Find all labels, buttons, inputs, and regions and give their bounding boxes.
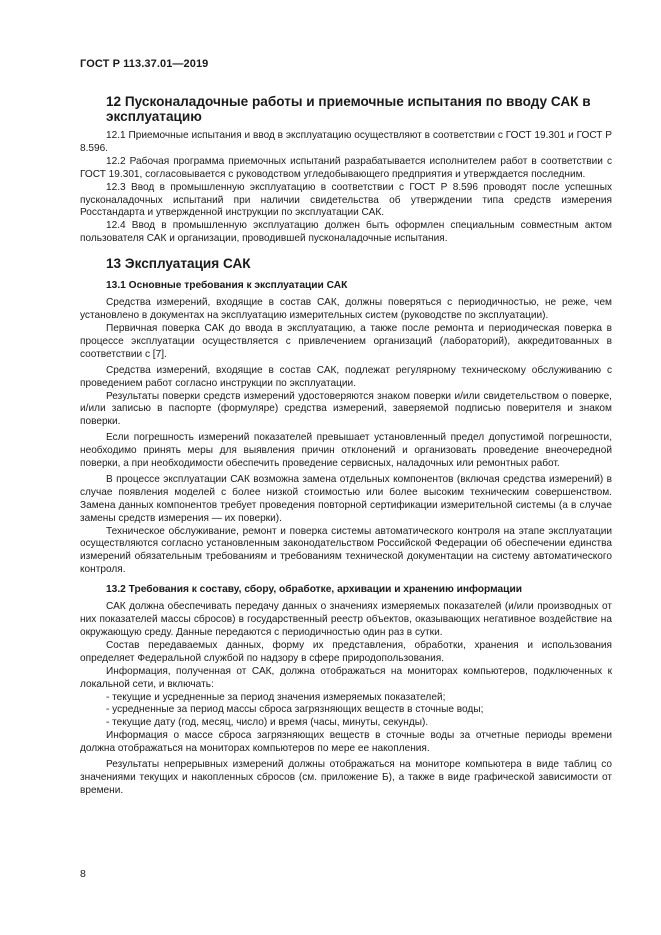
list-item: - текущие дату (год, месяц, число) и время (часы, минуты, секунды). (106, 717, 429, 729)
paragraph: Если погрешность измерений показателей превышает установленный предел допустимой погрешности, необходимо принять меры для выявления причин отклонений и организовать проведение внеочередной поверки, а при необходимости обеспечить проведение сервисных, наладочных или ремонтных работ. (80, 432, 612, 470)
section-13-heading: 13 Эксплуатация САК (106, 256, 251, 272)
paragraph: Первичная поверка САК до ввода в эксплуатацию, а также после ремонта и периодическая поверка в процессе эксплуатации осуществляется с привлечением организаций (лабораторий), аккредитованных в соответствии с [7]. (80, 322, 612, 360)
list-item: - усредненные за период массы сброса загрязняющих веществ в сточные воды; (106, 704, 484, 716)
section-12-heading: 12 Пусконаладочные работы и приемочные испытания по вводу САК в эксплуатацию (106, 94, 591, 124)
paragraph: Средства измерений, входящие в состав САК, подлежат регулярному техническому обслуживанию с проведением работ согласно инструкции по эксплуатации. (80, 364, 612, 389)
paragraph: В процессе эксплуатации САК возможна замена отдельных компонентов (включая средства измерений) в случае появления моделей с более низкой стоимостью или более высоким техническим совершенством. Замена данных компонентов требует проведения повторной сертификации измерительной системы (а в случае замены средств измерения — их поверки). (80, 473, 612, 524)
paragraph: Информация о массе сброса загрязняющих веществ в сточные воды за отчетные периоды времени должна отображаться на мониторах компьютеров по мере ее накопления. (80, 730, 612, 755)
page-number: 8 (80, 868, 86, 880)
document-code: ГОСТ Р 113.37.01—2019 (80, 58, 209, 70)
paragraph: Результаты непрерывных измерений должны отображаться на мониторе компьютера в виде таблиц со значениями текущих и накопленных сбросов (см. приложение Б), а также в виде графической зависимости от времени. (80, 759, 612, 796)
paragraph: Результаты поверки средств измерений удостоверяются знаком поверки и/или свидетельством о поверке, и/или записью в паспорте (формуляре) средства измерений, заверяемой подписью поверителя и знаком поверки. (80, 390, 612, 428)
paragraph-12-2: 12.2 Рабочая программа приемочных испытаний разрабатывается исполнителем работ в соответствии с ГОСТ 19.301, согласовывается с руководством угледобывающего предприятия и утверждается последним. (80, 155, 612, 180)
page-content (80, 94, 612, 798)
paragraph-12-3: 12.3 Ввод в промышленную эксплуатацию в соответствии с ГОСТ Р 8.596 проводят после успешных пусконаладочных испытаний при наличии свидетельства об утверждении типа средств измерения Росстандарта и утвержденной инструкции по эксплуатации САК. (80, 181, 612, 219)
paragraph: САК должна обеспечивать передачу данных о значениях измеряемых показателей (и/или производных от них показателей массы сбросов) в государственный реестр объектов, оказывающих негативное воздействие на окружающую среду. Данные передаются с периодичностью один раз в сутки. (80, 601, 612, 638)
paragraph: Информация, полученная от САК, должна отображаться на мониторах компьютеров, подключенных к локальной сети, и включать: (80, 665, 612, 690)
list-item: - текущие и усредненные за период значения измеряемых показателей; (106, 691, 446, 703)
subsection-13-2-heading: 13.2 Требования к составу, сбору, обработке, архивации и хранению информации (106, 584, 522, 596)
paragraph: Состав передаваемых данных, форму их представления, обработки, хранения и использования определяет Федеральной службой по надзору в сфере природопользования. (80, 639, 612, 664)
subsection-13-1-heading: 13.1 Основные требования к эксплуатации САК (106, 280, 348, 292)
paragraph-12-4: 12.4 Ввод в промышленную эксплуатацию должен быть оформлен специальным совместным актом пользователя САК и организации, проводившей пусконаладочные испытания. (80, 220, 612, 245)
paragraph-12-1: 12.1 Приемочные испытания и ввод в эксплуатацию осуществляют в соответствии с ГОСТ 19.301 и ГОСТ Р 8.596. (80, 130, 612, 154)
paragraph: Средства измерений, входящие в состав САК, должны поверяться с периодичностью, не реже, чем установлено в документах на эксплуатацию измерительных систем (руководстве по эксплуатации). (80, 297, 612, 322)
paragraph: Техническое обслуживание, ремонт и поверка системы автоматического контроля на этапе эксплуатации осуществляются согласно установленным законодательством Российской Федерации об обеспечении единства измерений обязательным требованиям и требованиям технической документации на систему автоматического контроля. (80, 525, 612, 576)
